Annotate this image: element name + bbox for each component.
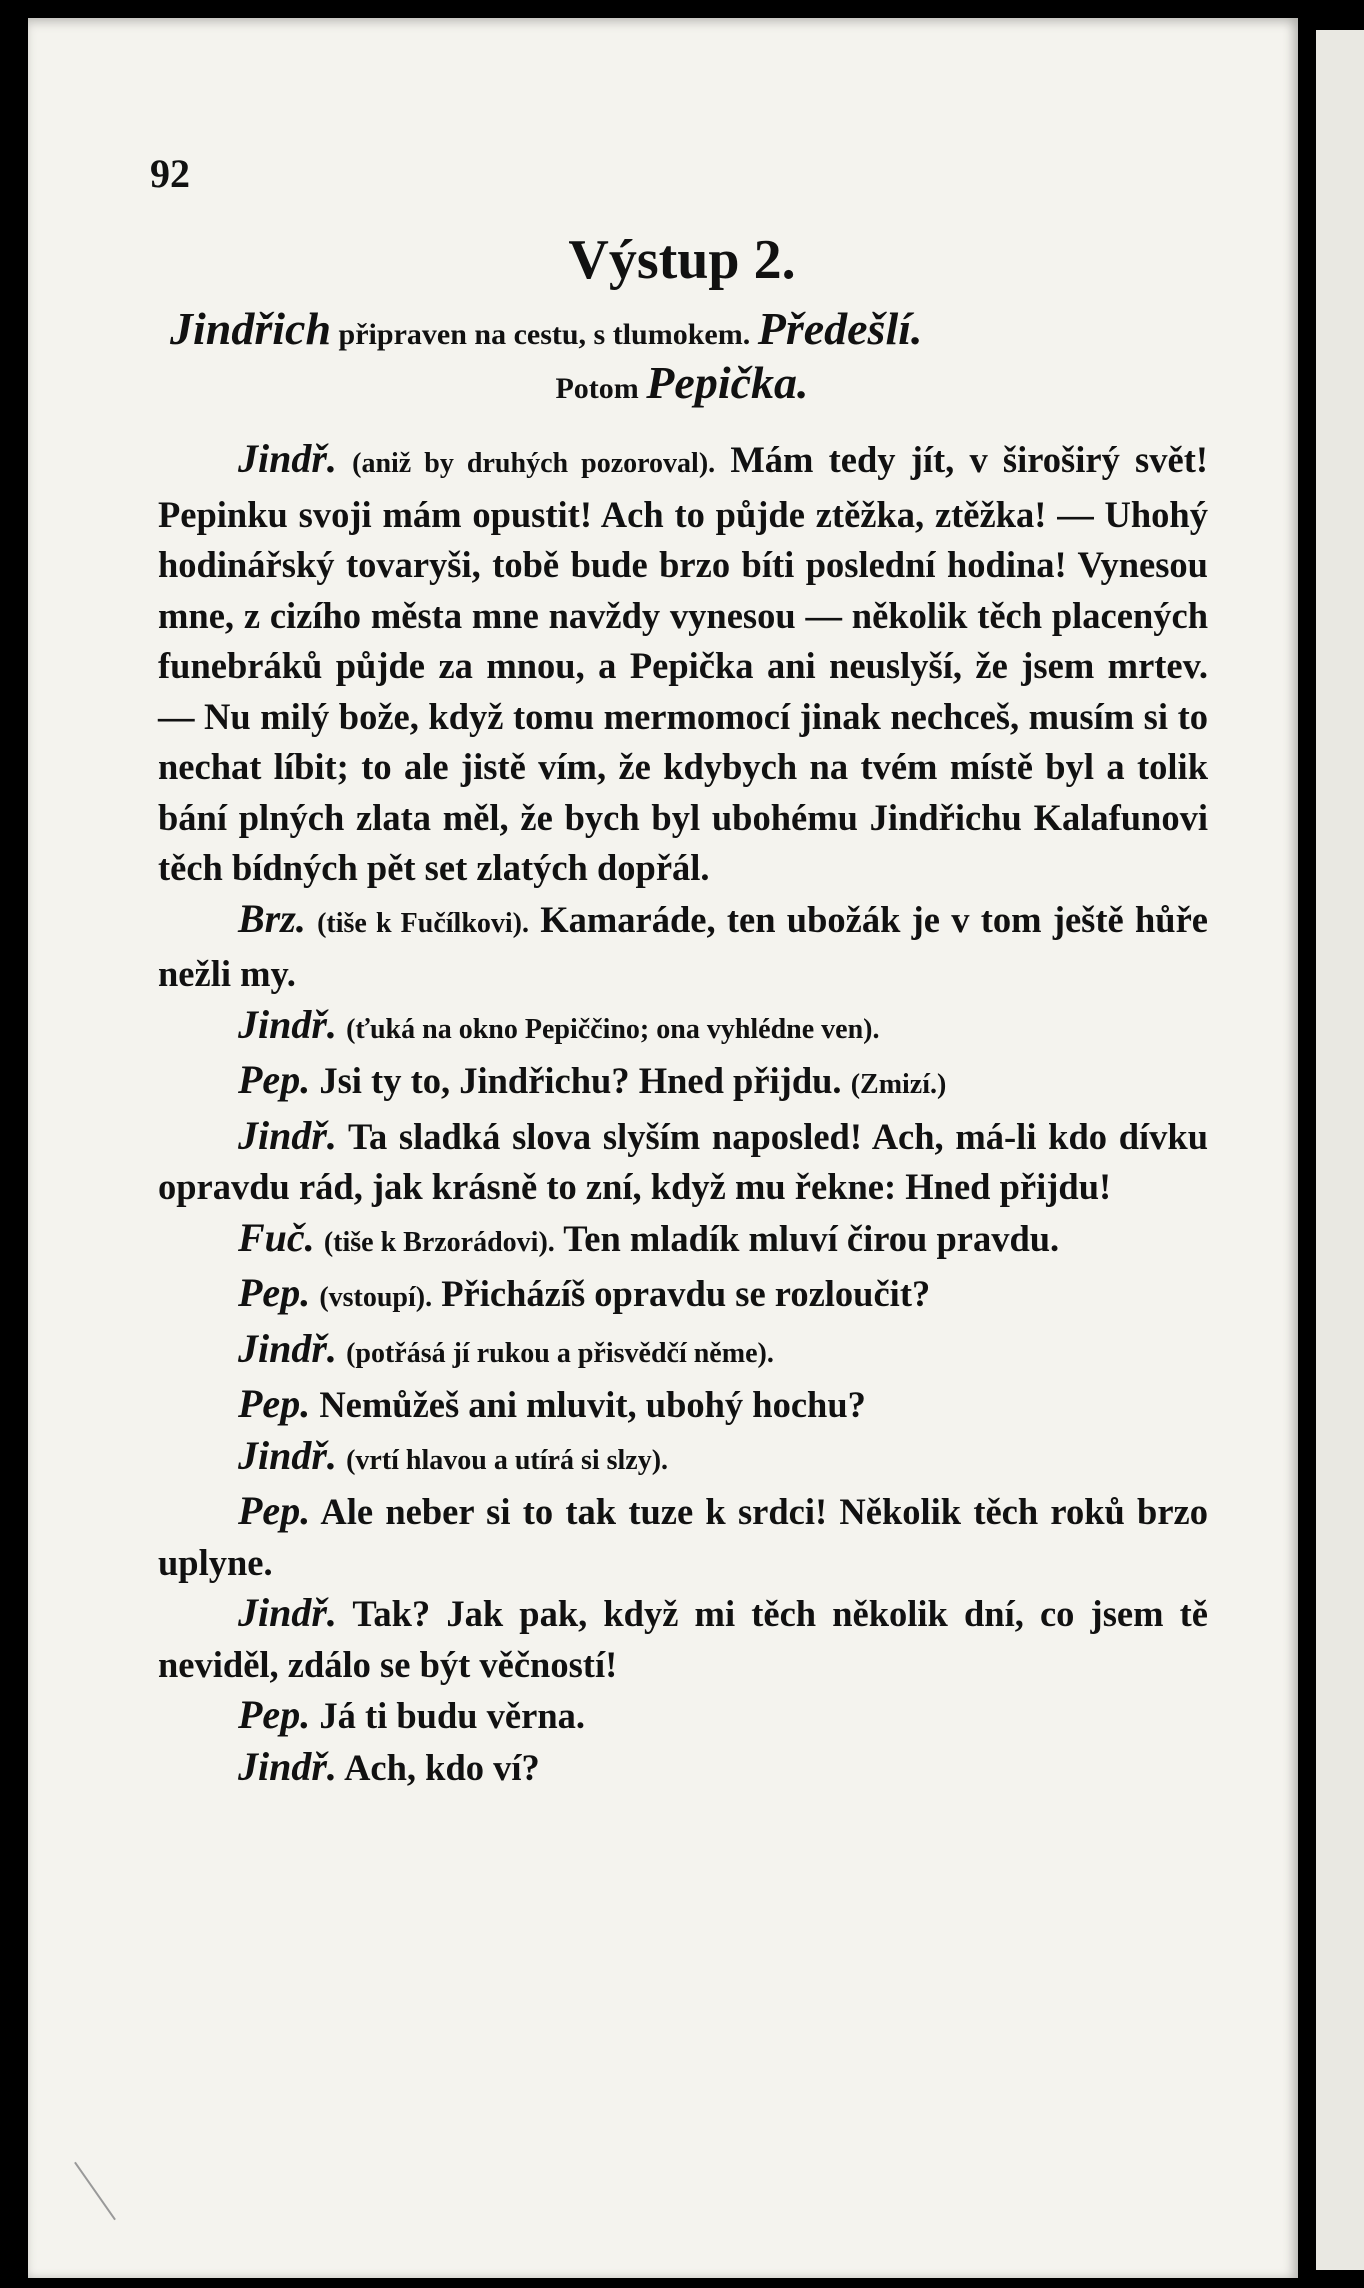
character-name-pepicka: Pepička.	[646, 357, 809, 408]
speech	[158, 434, 1208, 894]
speaker-name: Pep.	[238, 1488, 311, 1533]
speech-text: Jsi ty to, Jindřichu? Hned přijdu.	[319, 1060, 842, 1101]
speech-text: Ta sladká slova slyším naposled! Ach, má-li kdo dívku opravdu rád, jak krásně to zní, když mu řekne: Hned přijdu!	[158, 1115, 1208, 1207]
speaker-name: Pep.	[238, 1381, 311, 1426]
stage-heading-text-2: Potom	[555, 372, 639, 405]
stage-direction: (Zmizí.)	[850, 1069, 947, 1100]
speech-text: Mám tedy jít, v široširý svět! Pepinku svoji mám opustit! Ach to půjde ztěžka, ztěžka! — Uhohý hodinářský tovaryši, tobě bude brzo bíti poslední hodina! Vynesou mne, z cizího města mne navždy vynesou — několik těch placených funebráků půjde za mnou, a Pepička ani neuslyší, že jsem mrtev. — Nu milý bože, když tomu mermomocí jinak nechceš, musím si to nechat líbit; to ale jistě vím, že kdybych na tvém místě byl a tolik bání plných zlata měl, že bych byl ubohému Jindřichu Kalafunovi těch bídných pět set zlatých dopřál.	[158, 439, 1208, 888]
speaker-name: Jindř.	[238, 436, 337, 481]
speech	[158, 1486, 1208, 1588]
speaker-name: Pep.	[238, 1270, 311, 1315]
stage-direction: (tiše k Fučílkovi).	[317, 907, 529, 939]
stage-heading-text-1: připraven na cestu, s tlumokem.	[338, 318, 751, 351]
speech	[158, 1268, 1208, 1324]
speech-text: Tak? Jak pak, když mi těch několik dní, co jsem tě neviděl, zdálo se být věčností!	[158, 1593, 1208, 1685]
page-number: 92	[150, 151, 190, 196]
speech-text: Kamaráde, ten ubožák je v tom ještě hůře nežli my.	[158, 898, 1209, 994]
speaker-name: Jindř.	[238, 1112, 337, 1158]
speaker-name: Jindř.	[238, 1325, 337, 1371]
speech	[158, 1588, 1208, 1690]
stage-direction: (vstoupí).	[319, 1282, 433, 1313]
character-name-predesli: Předešlí.	[757, 303, 923, 354]
speech	[158, 1055, 1208, 1111]
speaker-name: Fuč.	[238, 1214, 315, 1260]
stage-direction: (vrtí hlavou a utírá si slzy).	[346, 1444, 669, 1476]
stage-direction: (aniž by druhých pozoroval).	[352, 448, 716, 479]
speech-text: Ach, kdo ví?	[344, 1746, 540, 1788]
speaker-name: Jindř.	[238, 1001, 337, 1047]
speech	[158, 1690, 1208, 1742]
scene-title: Výstup 2.	[568, 229, 796, 291]
speech	[158, 1742, 1208, 1794]
speaker-name: Jindř.	[238, 1432, 337, 1478]
speech-text: Ale neber si to tak tuze k srdci! Několik těch roků brzo uplyne.	[158, 1491, 1208, 1583]
speaker-name: Pep.	[238, 1057, 311, 1102]
speech-text: Nemůžeš ani mluvit, ubohý hochu?	[319, 1384, 866, 1425]
speech	[158, 1324, 1208, 1380]
speaker-name: Pep.	[238, 1692, 311, 1737]
stage-direction: (tiše k Brzorádovi).	[323, 1226, 555, 1258]
speech	[158, 1000, 1208, 1056]
speech	[158, 1379, 1208, 1431]
dialogue	[158, 434, 1208, 1793]
speech	[158, 1213, 1208, 1269]
speech	[158, 894, 1208, 1000]
speech-text: Přicházíš opravdu se rozloučit?	[441, 1273, 931, 1314]
speech-text: Já ti budu věrna.	[319, 1695, 586, 1736]
stage-direction: (ťuká na okno Pepiččino; ona vyhlédne ven).	[346, 1013, 880, 1045]
stage-heading-line-2	[0, 356, 1364, 409]
speaker-name: Jindř.	[238, 1743, 337, 1789]
speaker-name: Brz.	[238, 895, 306, 941]
stage-heading-line-1	[170, 302, 1190, 355]
speech	[158, 1431, 1208, 1487]
speaker-name: Jindř.	[238, 1590, 337, 1635]
stage-direction: (potřásá jí rukou a přisvědčí něme).	[346, 1337, 774, 1369]
speech	[158, 1111, 1208, 1213]
speech-text: Ten mladík mluví čirou pravdu.	[563, 1217, 1060, 1259]
character-name-jindrich: Jindřich	[170, 303, 332, 354]
